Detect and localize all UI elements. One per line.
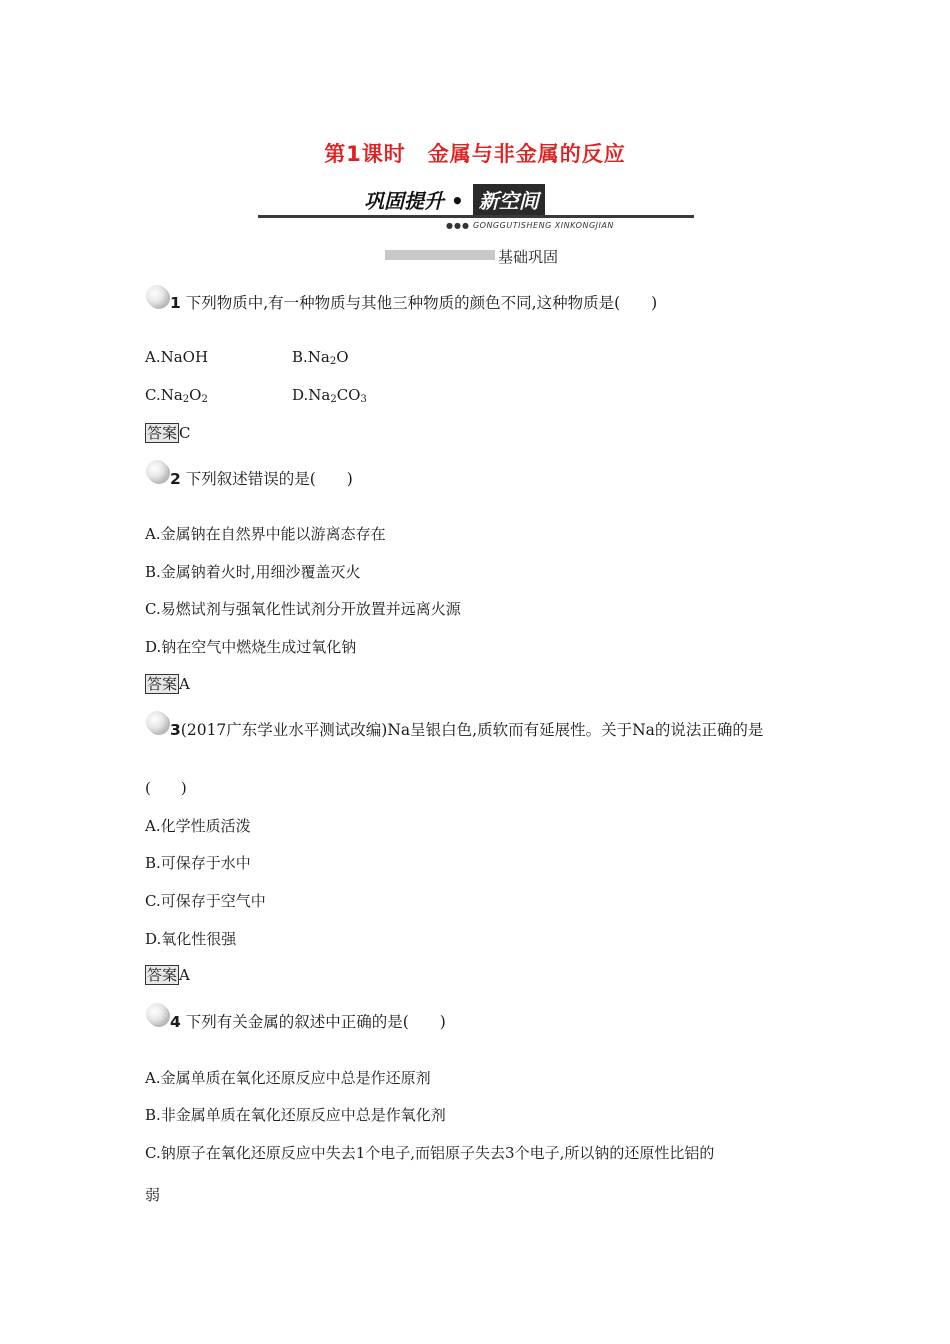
question-circle-icon — [146, 285, 168, 307]
section-banner — [258, 182, 694, 234]
banner-rule — [258, 215, 694, 218]
banner-subtitle-text: GONGGUTISHENG XINKONGJIAN — [472, 221, 614, 230]
q3-option-c: C.可保存于空气中 — [145, 892, 266, 910]
q1-option-b: $B.Na_2O$ — [292, 348, 349, 367]
q4-option-b: B.非金属单质在氧化还原反应中总是作氧化剂 — [145, 1106, 446, 1124]
question-3-stem-cont: ( ) — [145, 779, 187, 797]
page-title: 第1课时 金属与非金属的反应 — [324, 142, 626, 166]
question-1 — [170, 291, 657, 313]
banner-title — [364, 184, 545, 215]
question-number: 1 — [170, 294, 181, 312]
answer-label: 答案 — [147, 424, 178, 442]
question-number: 3 — [170, 721, 181, 739]
q1-option-d: $D.Na_2CO_3$ — [292, 386, 367, 405]
question-4 — [170, 1010, 446, 1032]
q1-option-c: $C.Na_2O_2$ — [145, 386, 208, 405]
banner-subtitle — [446, 221, 614, 230]
q4-option-c-cont: 弱 — [145, 1186, 161, 1204]
q3-answer — [145, 965, 190, 985]
q2-option-a: A.金属钠在自然界中能以游离态存在 — [145, 525, 386, 543]
q1-option-a: A.NaOH — [145, 348, 209, 366]
answer-value: A — [179, 675, 190, 693]
q3-option-a: A.化学性质活泼 — [145, 817, 251, 835]
banner-main-text: 巩固提升 — [364, 189, 444, 213]
section-label: 基础巩固 — [498, 248, 559, 266]
question-stem: 下列物质中,有一种物质与其他三种物质的颜色不同,这种物质是( ) — [185, 294, 658, 312]
question-stem: 下列有关金属的叙述中正确的是( ) — [185, 1013, 446, 1031]
q2-option-c: C.易燃试剂与强氧化性试剂分开放置并远离火源 — [145, 600, 461, 618]
q4-option-c: C.钠原子在氧化还原反应中失去1个电子,而铝原子失去3个电子,所以钠的还原性比铝的 — [145, 1144, 715, 1162]
answer-value: A — [179, 966, 190, 984]
section-bar — [385, 250, 495, 260]
answer-label: 答案 — [147, 675, 178, 693]
q2-answer — [145, 674, 190, 694]
q2-option-b: B.金属钠着火时,用细沙覆盖灭火 — [145, 563, 361, 581]
question-number: 4 — [170, 1013, 181, 1031]
q3-option-d: D.氧化性很强 — [145, 930, 237, 948]
question-stem: 下列叙述错误的是( ) — [185, 470, 353, 488]
question-circle-icon — [146, 460, 168, 482]
banner-box-text: 新空间 — [473, 184, 545, 215]
answer-label: 答案 — [147, 966, 178, 984]
question-2 — [170, 467, 353, 489]
question-circle-icon — [146, 1003, 168, 1025]
q1-answer — [145, 423, 191, 443]
answer-value: C — [179, 424, 191, 442]
question-number: 2 — [170, 470, 181, 488]
q4-option-a: A.金属单质在氧化还原反应中总是作还原剂 — [145, 1069, 431, 1087]
question-circle-icon — [146, 711, 168, 733]
q3-option-b: B.可保存于水中 — [145, 854, 251, 872]
q2-option-d: D.钠在空气中燃烧生成过氧化钠 — [145, 638, 357, 656]
question-stem: (2017广东学业水平测试改编)Na呈银白色,质软而有延展性。关于Na的说法正确的是 — [180, 721, 764, 739]
banner-dots: ●●● — [446, 221, 470, 230]
banner-dot: • — [450, 189, 464, 213]
question-3 — [170, 718, 763, 740]
